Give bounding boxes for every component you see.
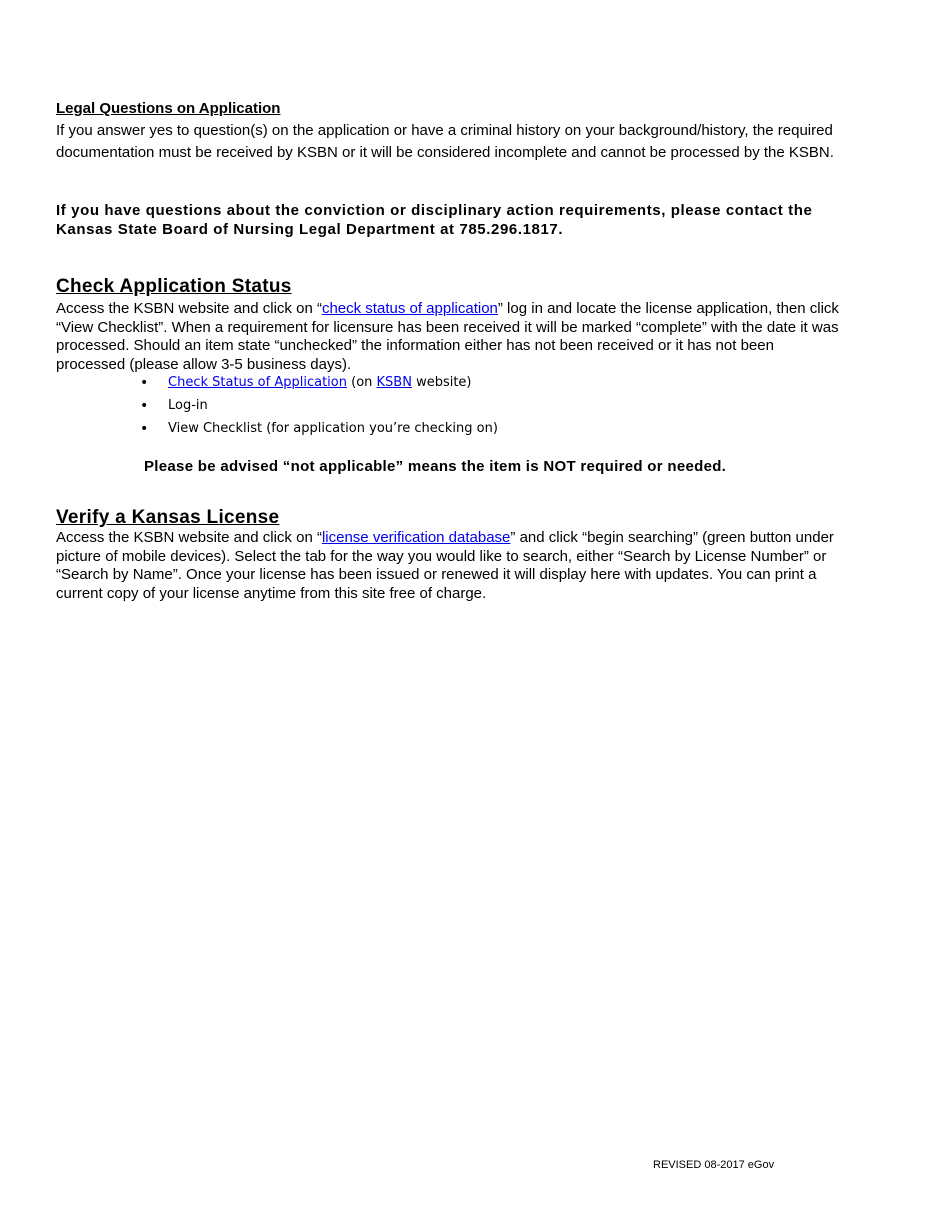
not-applicable-advisory: Please be advised “not applicable” means the item is NOT required or needed. xyxy=(144,458,727,475)
ksbn-link[interactable]: KSBN xyxy=(376,375,412,390)
check-status-steps-list xyxy=(140,373,498,442)
check-status-paragraph xyxy=(56,300,846,374)
step1-end-text: website) xyxy=(411,375,472,390)
step1-mid-text: (on xyxy=(346,375,377,390)
list-item xyxy=(140,419,498,442)
verify-license-paragraph xyxy=(56,529,846,603)
check-status-link[interactable]: check status of application xyxy=(321,300,498,317)
check-status-heading: Check Application Status xyxy=(56,276,292,297)
legal-contact-note: If you have questions about the conviction or disciplinary action requirements, please contact the Kansas State Board of Nursing Legal Department at 785.296.1817. xyxy=(56,202,813,238)
legal-questions-heading: Legal Questions on Application xyxy=(56,100,281,117)
bullet-icon: • xyxy=(140,398,149,414)
license-verification-database-link[interactable]: license verification database xyxy=(321,529,511,546)
step3-text: View Checklist (for application you’re checking on) xyxy=(168,421,498,436)
step2-text: Log-in xyxy=(168,398,208,413)
verify-text-before: Access the KSBN website and click on “ xyxy=(56,529,322,546)
list-item xyxy=(140,373,498,396)
bullet-icon: • xyxy=(140,421,149,437)
legal-questions-paragraph: If you answer yes to question(s) on the application or have a criminal history on your background/history, the required documentation must be received by KSBN or it will be considered incomplete and cannot be processed by the KSBN. xyxy=(56,122,834,161)
check-status-text-after: ” log in and locate the license application, then click “View Checklist”. When a requirement for licensure has been received it will be marked “complete” with the date it was processed. Should an item state “unchecked” the information either has not been received or it has not been processed (please allow 3-5 business days). xyxy=(56,300,839,373)
list-item xyxy=(140,396,498,419)
check-status-text-before: Access the KSBN website and click on “ xyxy=(56,300,322,317)
revision-footer: REVISED 08-2017 eGov xyxy=(653,1159,775,1171)
verify-text-after: ” and click “begin searching” (green button under picture of mobile devices). Select the tab for the way you would like to search, either “Search by License Number” or “Search by Name”. Once your license has been issued or renewed it will display here with updates. You can print a current copy of your license anytime from this site free of charge. xyxy=(56,529,834,602)
verify-license-heading: Verify a Kansas License xyxy=(56,507,280,528)
bullet-icon: • xyxy=(140,375,149,391)
check-status-of-application-link[interactable]: Check Status of Application xyxy=(168,375,347,390)
